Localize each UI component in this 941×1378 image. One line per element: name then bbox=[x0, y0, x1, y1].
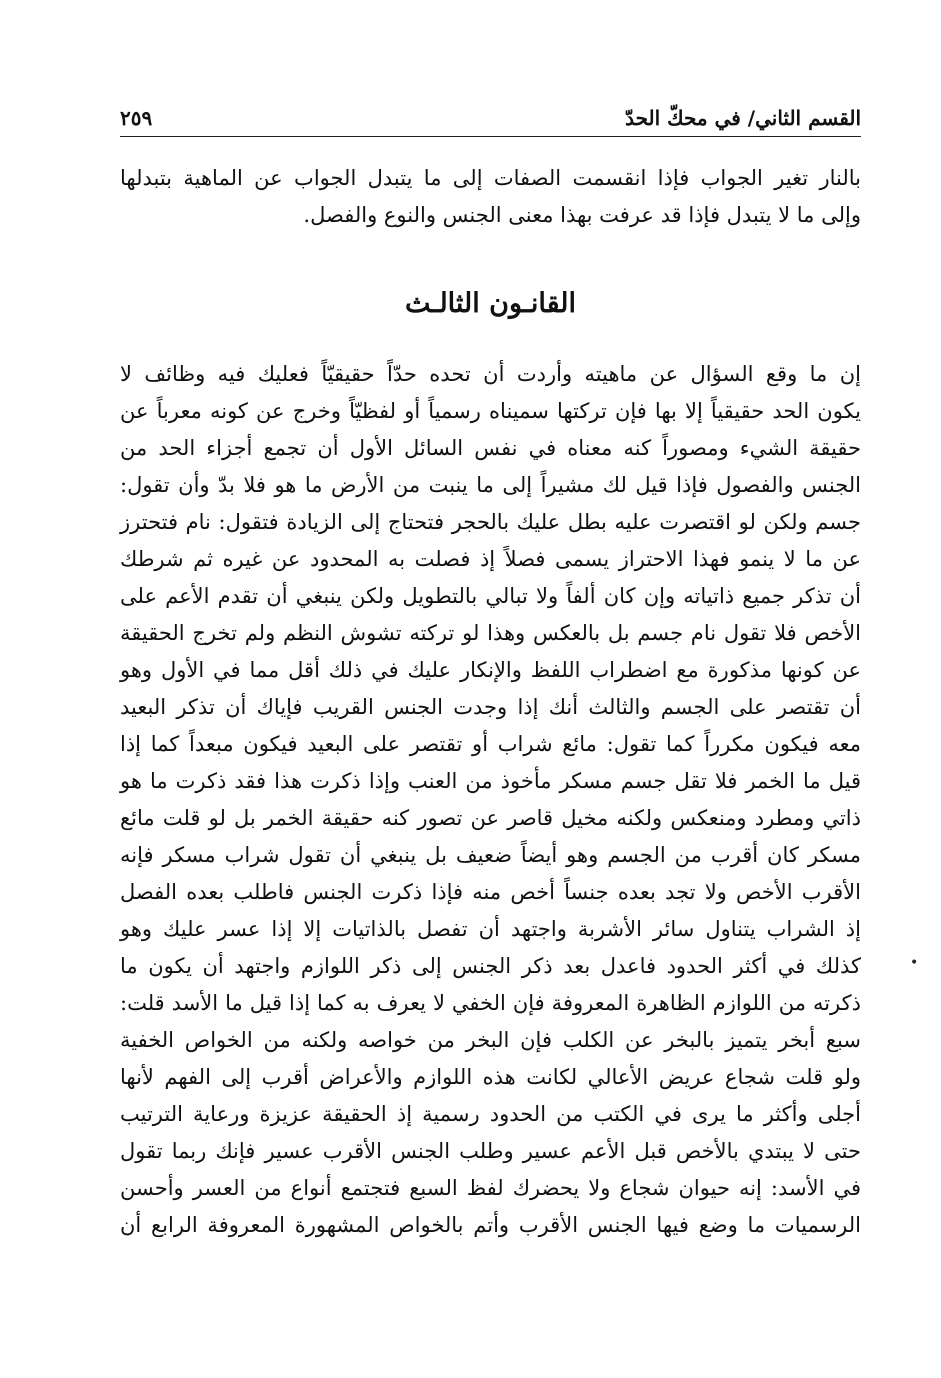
main-paragraph bbox=[120, 356, 861, 1244]
text-line: الجنس والفصول فإذا قيل لك مشيراً إلى ما ينبت من الأرض ما هو فلا بدّ وأن تقول: bbox=[120, 473, 861, 497]
text-line: في الأسد: إنه حيوان شجاع ولا يحضرك لفظ السبع فتجتمع أنواع من العسر وأحسن bbox=[120, 1176, 861, 1200]
text-line: جسم ولكن لو اقتصرت عليه بطل عليك بالحجر فتحتاج إلى الزيادة فتقول: نام فتحترز bbox=[120, 510, 861, 534]
text-line: ذاتي ومطرد ومنعكس ولكنه مخيل قاصر عن تصور كنه حقيقة الخمر بل لو قلت مائع bbox=[120, 806, 861, 830]
running-head-title: القسم الثاني/ في محكّ الحدّ bbox=[625, 106, 861, 130]
margin-dot-mark: • bbox=[910, 955, 919, 971]
text-line: الأخص فلا تقول نام جسم بل بالعكس وهذا لو تركته تشوش النظم ولم تخرج الحقيقة bbox=[120, 621, 861, 645]
text-line: قيل ما الخمر فلا تقل جسم مسكر مأخوذ من العنب وإذا ذكرت هذا فقد ذكرت ما هو bbox=[120, 769, 861, 793]
text-line: ولو قلت شجاع عريض الأعالي لكانت هذه اللوازم والأعراض أقرب إلى الفهم لأنها bbox=[120, 1065, 861, 1089]
text-line: عن ما لا ينمو فهذا الاحتراز يسمى فصلاً إذ فصلت به المحدود عن غيره ثم شرطك bbox=[120, 547, 861, 571]
text-line: حتى لا يبتدي بالأخص قبل الأعم عسير وطلب الجنس الأقرب عسير فإنك ربما تقول bbox=[120, 1139, 861, 1163]
section-heading: القانـون الثالـث bbox=[405, 288, 576, 319]
text-line: بالنار تغير الجواب فإذا انقسمت الصفات إلى ما يتبدل الجواب عن الماهية بتبدلها bbox=[120, 166, 861, 190]
header-rule bbox=[120, 136, 861, 137]
text-line: يكون الحد حقيقياً إلا بها فإن تركتها سميناه رسمياً أو لفظيّاً وخرج عن كونه معرباً عن bbox=[120, 399, 861, 423]
text-line: أن تقتصر على الجسم والثالث أنك إذا وجدت الجنس القريب فإياك أن تذكر البعيد bbox=[120, 695, 861, 719]
running-head bbox=[120, 96, 861, 130]
text-line: الرسميات ما وضع فيها الجنس الأقرب وأتم بالخواص المشهورة المعروفة الرابع أن bbox=[120, 1213, 861, 1237]
text-line: الأقرب الأخص ولا تجد بعده جنساً أخص منه فإذا ذكرت الجنس فاطلب بعده الفصل bbox=[120, 880, 861, 904]
text-line: كذلك في أكثر الحدود فاعدل بعد ذكر الجنس إلى ذكر اللوازم واجتهد أن يكون ما bbox=[120, 954, 861, 978]
page-number: ٢٥٩ bbox=[120, 106, 153, 130]
text-line: وإلى ما لا يتبدل فإذا قد عرفت بهذا معنى الجنس والنوع والفصل. bbox=[303, 203, 861, 227]
text-line: ذكرته من اللوازم الظاهرة المعروفة فإن الخفي لا يعرف به كما إذا قيل ما الأسد قلت: bbox=[120, 991, 861, 1015]
text-line: معه فيكون مكرراً كما تقول: مائع شراب أو تقتصر على البعيد فيكون مبعداً كما إذا bbox=[120, 732, 861, 756]
text-line: أن تذكر جميع ذاتياته وإن كان ألفاً ولا تبالي بالتطويل ولكن ينبغي أن تقدم الأعم على bbox=[120, 584, 861, 608]
text-line: عن كونها مذكورة مع اضطراب اللفظ والإنكار عليك في ذلك أقل مما في الأول وهو bbox=[120, 658, 861, 682]
text-line: إذ الشراب يتناول سائر الأشربة واجتهد أن تفصل بالذاتيات إلا إذا عسر عليك وهو bbox=[120, 917, 861, 941]
text-line: إن ما وقع السؤال عن ماهيته وأردت أن تحده حدّاً حقيقيّاً فعليك فيه وظائف لا bbox=[120, 362, 861, 386]
intro-paragraph bbox=[120, 160, 861, 234]
text-line: حقيقة الشيء ومصوراً كنه معناه في نفس السائل الأول أن تجمع أجزاء الحد من bbox=[120, 436, 861, 460]
text-line: مسكر كان أقرب من الجسم وهو أيضاً ضعيف بل ينبغي أن تقول شراب مسكر فإنه bbox=[120, 843, 861, 867]
text-line: أجلى وأكثر ما يرى في الكتب من الحدود رسمية إذ الحقيقة عزيزة ورعاية الترتيب bbox=[120, 1102, 861, 1126]
text-line: سبع أبخر يتميز بالبخر عن الكلب فإن البخر من خواصه ولكنه من الخواص الخفية bbox=[120, 1028, 861, 1052]
